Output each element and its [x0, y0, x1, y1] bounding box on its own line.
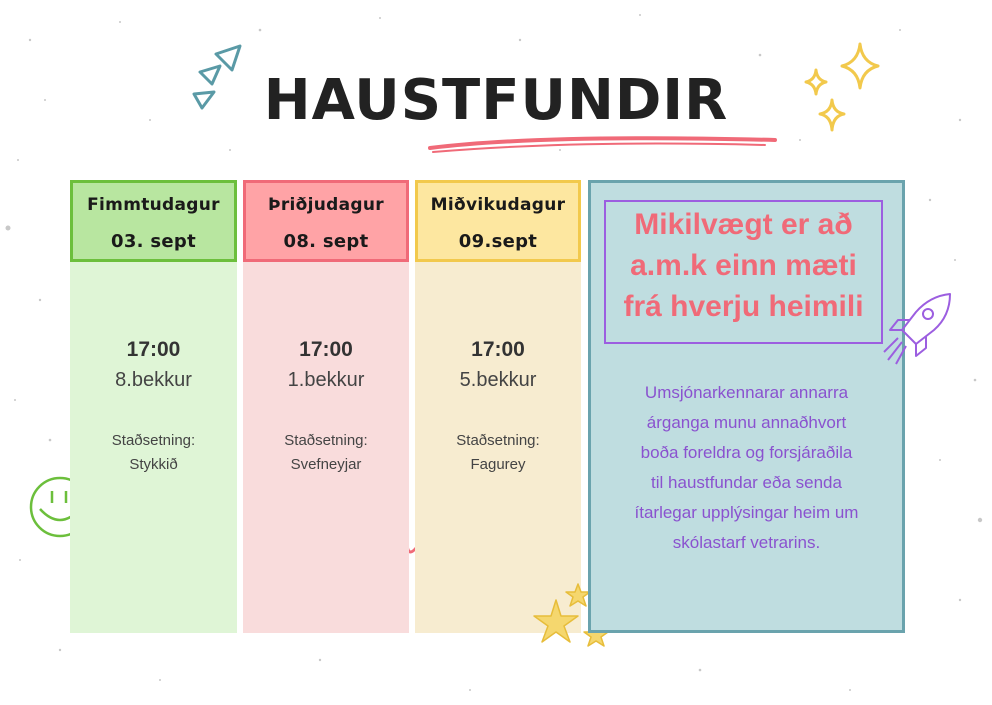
meeting-day: Miðvikudagur	[430, 195, 566, 215]
location-label: Staðsetning:	[456, 432, 540, 449]
info-line: árganga munu annaðhvort	[646, 413, 847, 432]
meeting-day: Fimmtudagur	[87, 195, 220, 215]
info-line: Umsjónarkennarar annarra	[644, 383, 849, 402]
meeting-date: 03. sept	[111, 231, 196, 252]
meeting-body	[70, 262, 237, 633]
meeting-body	[415, 262, 581, 633]
location-value: Stykkið	[129, 456, 178, 473]
info-line: ítarlegar upplýsingar heim um	[634, 503, 859, 522]
meeting-time: 17:00	[126, 338, 181, 361]
important-notice-text	[606, 204, 881, 327]
meeting-header	[70, 180, 237, 262]
info-line: til haustfundar eða senda	[651, 473, 842, 492]
location-value: Svefneyjar	[290, 456, 362, 473]
notice-line: a.m.k einn mæti	[630, 249, 857, 282]
paper-plane-icon	[188, 42, 248, 114]
important-notice-box	[604, 200, 883, 344]
meeting-time: 17:00	[299, 338, 353, 361]
location-label: Staðsetning:	[111, 432, 196, 449]
notice-line: Mikilvægt er að	[634, 208, 853, 241]
page-title: HAUSTFUNDIR	[263, 68, 729, 133]
meeting-time: 17:00	[471, 338, 525, 361]
location-label: Staðsetning:	[284, 432, 368, 449]
info-panel	[588, 180, 905, 633]
sparkle-stars-icon	[800, 40, 890, 140]
info-line: skólastarf vetrarins.	[672, 533, 821, 552]
notice-line: frá hverju heimili	[623, 290, 864, 323]
location-value: Fagurey	[470, 456, 526, 473]
info-body-text	[601, 378, 892, 558]
meeting-header	[415, 180, 581, 262]
rocket-icon	[880, 290, 955, 370]
meeting-body	[243, 262, 409, 633]
title-underline	[425, 128, 785, 158]
meeting-day: Þriðjudagur	[268, 195, 384, 215]
info-line: boða foreldra og forsjáraðila	[640, 443, 853, 462]
meeting-date: 08. sept	[283, 231, 369, 252]
meeting-grade: 1.bekkur	[287, 369, 365, 391]
meeting-header	[243, 180, 409, 262]
meeting-grade: 8.bekkur	[115, 369, 192, 391]
meeting-date: 09.sept	[458, 231, 538, 252]
meeting-grade: 5.bekkur	[459, 369, 537, 391]
